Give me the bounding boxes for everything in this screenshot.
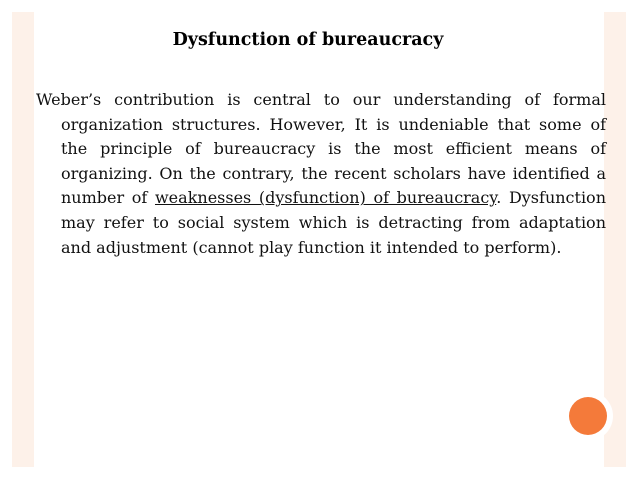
paragraph-underlined-phrase: weaknesses (dysfunction) of bureaucracy bbox=[154, 188, 497, 208]
slide-body-paragraph bbox=[36, 88, 606, 260]
paragraph-text-end: . Dysfunction may refer to social system which is detracting from adaptation and adjustment (cannot play function it intended to perform). bbox=[61, 188, 606, 257]
slide-frame bbox=[12, 12, 626, 467]
paragraph-text-start: Weber’s contribution is central to our understanding of formal organization structures. However, It is undeniable that some of the principle of bureaucracy is the most efficient means of organizing. On the contrary, the recent scholars have identified a number of bbox=[36, 90, 606, 208]
orange-circle-decoration bbox=[569, 397, 607, 435]
slide-title: Dysfunction of bureaucracy bbox=[172, 30, 444, 50]
